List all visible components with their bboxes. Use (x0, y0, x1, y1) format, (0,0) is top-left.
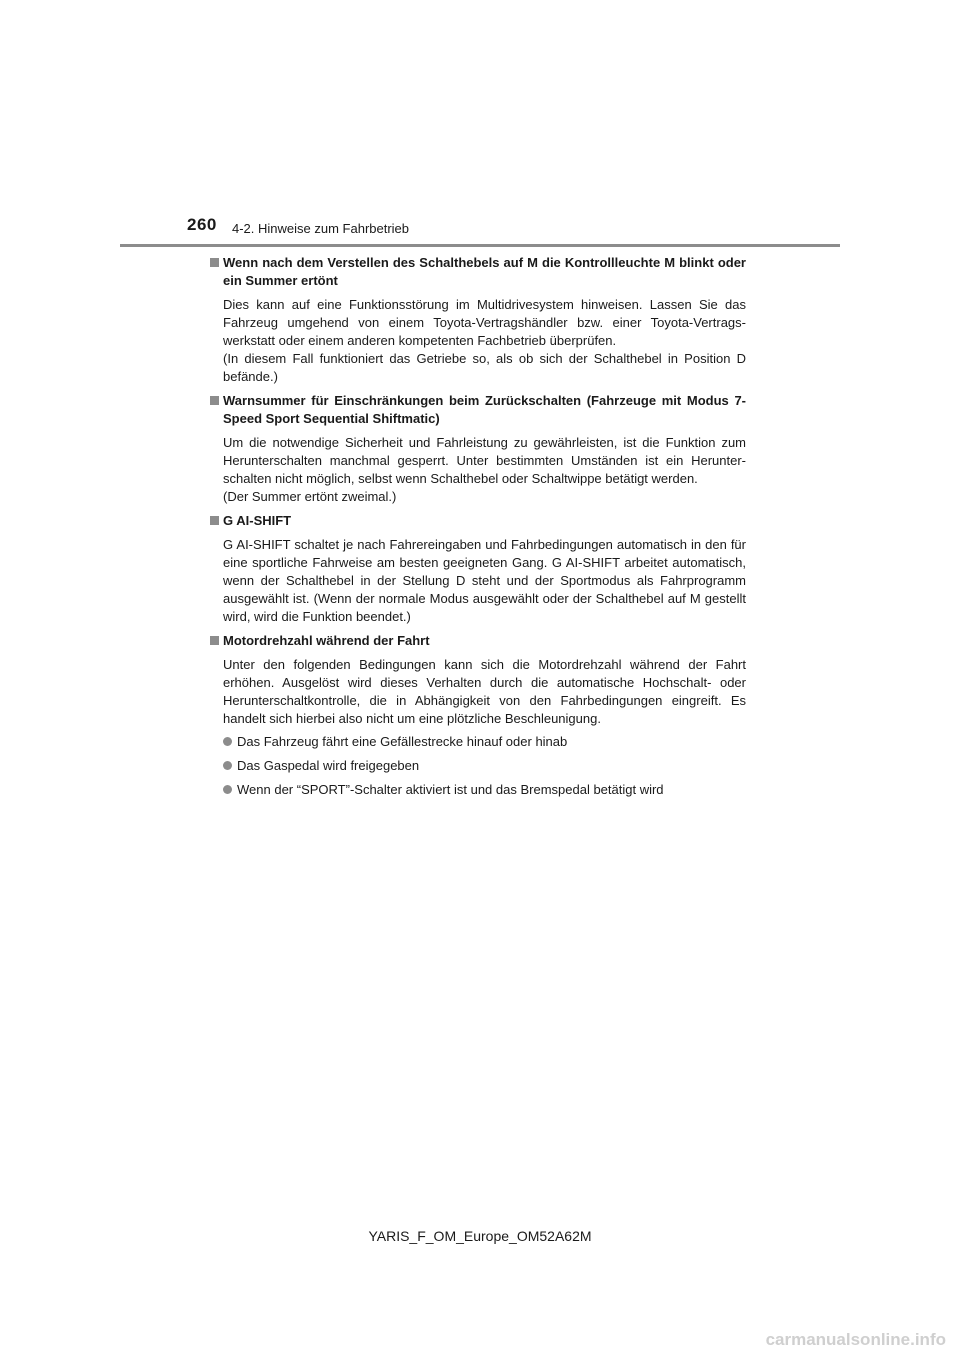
circle-bullet-icon (223, 785, 232, 794)
topic-m-indicator-blinks (210, 254, 746, 386)
topic-paragraph: G AI-SHIFT schaltet je nach Fahrereingaben und Fahrbedingungen automatisch in den für eine sportliche Fahrweise am besten geeigneten Gang. G AI-SHIFT arbeitet automatisch, wenn der Schalthebel in der Stellung D steht und der Sportmodus als Fahrprogramm ausgewählt ist. (Wenn der normale Modus ausgewählt oder der Schalthebel auf M gestellt wird, wird die Funktion beendet.) (223, 537, 746, 624)
watermark: carmanualsonline.info (765, 1330, 946, 1349)
list-item-text: Das Gaspedal wird freigegeben (237, 758, 420, 773)
square-bullet-icon (210, 258, 219, 267)
topic-heading (210, 392, 746, 428)
topic-title: Motordrehzahl während der Fahrt (223, 633, 430, 648)
circle-bullet-icon (223, 761, 232, 770)
topic-paragraph: Dies kann auf eine Funktionsstörung im Multidrivesystem hinweisen. Lassen Sie das Fahrzeug umgehend von einem Toyota-Vertragshändler bzw. einer Toyota-Vertrags- werkstatt oder einem anderen kompetenten Fachbetrieb überprüfen. (223, 297, 746, 348)
topic-title: Wenn nach dem Verstellen des Schalthebels auf M die Kontrollleuchte M blinkt oder ein Summer ertönt (223, 255, 746, 288)
topic-paragraph: Um die notwendige Sicherheit und Fahrleistung zu gewährleisten, ist die Funktion zum Herunterschalten manchmal gesperrt. Unter bestimmten Umständen ist ein Herunter- schalten nicht möglich, selbst wenn Schalthebel oder Schaltwippe betätigt werden. (223, 435, 746, 486)
list-item-text: Wenn der “SPORT”-Schalter aktiviert ist und das Bremspedal betätigt wird (237, 782, 664, 797)
topic-paragraph: (In diesem Fall funktioniert das Getriebe so, als ob sich der Schalthebel in Position D befände.) (223, 351, 746, 384)
square-bullet-icon (210, 636, 219, 645)
topic-downshift-warning-buzzer (210, 392, 746, 506)
topic-paragraph: Unter den folgenden Bedingungen kann sich die Motordrehzahl während der Fahrt erhöhen. Ausgelöst wird dieses Verhalten durch die automatische Hochschalt- oder Herunterschaltkontrolle, die in Abhängigkeit von den Fahrbedingungen eingreift. Es handelt sich hierbei also nicht um eine plötzliche Beschleunigung. (223, 657, 746, 726)
topic-heading (210, 512, 746, 530)
page-content (210, 254, 746, 805)
list-item-text: Das Fahrzeug fährt eine Gefällestrecke hinauf oder hinab (237, 734, 568, 749)
page-number: 260 (187, 215, 217, 234)
topic-title: Warnsummer für Einschränkungen beim Zurückschalten (Fahrzeuge mit Modus 7-Speed Sport Sequential Shiftmatic) (223, 393, 746, 426)
document-code: YARIS_F_OM_Europe_OM52A62M (368, 1228, 592, 1244)
list-item (223, 733, 746, 751)
topic-heading (210, 254, 746, 290)
topic-heading (210, 632, 746, 650)
section-title: 4-2. Hinweise zum Fahrbetrieb (232, 221, 410, 236)
square-bullet-icon (210, 396, 219, 405)
topic-title: G AI-SHIFT (223, 513, 292, 528)
topic-engine-speed (210, 632, 746, 799)
topic-g-ai-shift (210, 512, 746, 626)
list-item (223, 781, 746, 799)
header-divider (120, 244, 840, 247)
square-bullet-icon (210, 516, 219, 525)
circle-bullet-icon (223, 737, 232, 746)
topic-paragraph: (Der Summer ertönt zweimal.) (223, 489, 397, 504)
list-item (223, 757, 746, 775)
